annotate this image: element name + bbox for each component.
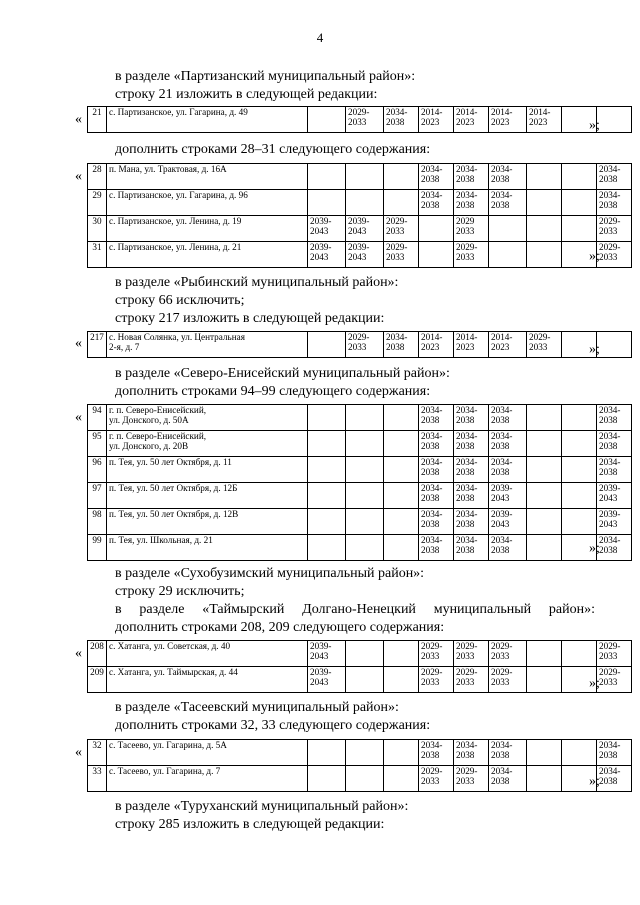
year-range-cell: 2034- 2038 xyxy=(419,535,454,561)
year-range-cell xyxy=(346,667,384,693)
year-range-cell xyxy=(346,509,384,535)
year-range-cell xyxy=(527,483,562,509)
address-cell xyxy=(107,457,308,483)
rybinsky-heading: в разделе «Рыбинский муниципальный район»: xyxy=(115,275,399,290)
year-range-cell xyxy=(384,509,419,535)
year-range-cell xyxy=(527,405,562,431)
year-range-cell xyxy=(308,107,346,133)
partizansky-heading: в разделе «Партизанский муниципальный район»: xyxy=(115,69,416,84)
year-range-cell xyxy=(527,242,562,268)
year-range-cell: 2034- 2038 xyxy=(384,332,419,358)
year-range-cell xyxy=(346,740,384,766)
year-range-cell xyxy=(527,431,562,457)
year-range-cell: 2034- 2038 xyxy=(597,405,632,431)
year-range-cell xyxy=(384,766,419,792)
year-range-cell: 2029- 2033 xyxy=(489,667,527,693)
year-range-cell xyxy=(419,242,454,268)
table-row xyxy=(88,509,632,535)
year-range-cell xyxy=(346,190,384,216)
row-number: 95 xyxy=(88,431,107,457)
year-range-cell: 2014- 2023 xyxy=(489,107,527,133)
row-number: 98 xyxy=(88,509,107,535)
year-range-cell xyxy=(527,190,562,216)
year-range-cell: 2014- 2023 xyxy=(419,332,454,358)
year-range-cell: 2034- 2038 xyxy=(454,164,489,190)
year-range-cell: 2014- 2023 xyxy=(454,332,489,358)
year-range-cell xyxy=(384,641,419,667)
close-quote: »; xyxy=(589,249,600,264)
year-range-cell: 2029- 2033 xyxy=(597,216,632,242)
row-number: 29 xyxy=(88,190,107,216)
year-range-cell: 2034- 2038 xyxy=(489,405,527,431)
year-range-cell: 2014- 2023 xyxy=(454,107,489,133)
year-range-cell xyxy=(308,740,346,766)
year-range-cell xyxy=(346,457,384,483)
row-number: 209 xyxy=(88,667,107,693)
year-range-cell xyxy=(384,740,419,766)
table-row xyxy=(88,164,632,190)
year-range-cell: 2029- 2033 xyxy=(419,667,454,693)
year-range-cell xyxy=(384,190,419,216)
year-range-cell xyxy=(527,766,562,792)
year-range-cell xyxy=(308,190,346,216)
year-range-cell: 2034- 2038 xyxy=(597,431,632,457)
year-range-cell: 2039- 2043 xyxy=(597,509,632,535)
year-range-cell: 2034- 2038 xyxy=(454,483,489,509)
year-range-cell: 2029- 2033 xyxy=(454,242,489,268)
year-range-cell: 2034- 2038 xyxy=(489,457,527,483)
year-range-cell xyxy=(384,405,419,431)
year-range-cell: 2034- 2038 xyxy=(454,457,489,483)
year-range-cell xyxy=(308,457,346,483)
address-line: с. Партизанское, ул. Ленина, д. 19 xyxy=(109,216,242,226)
year-range-cell xyxy=(562,641,597,667)
year-range-cell: 2039- 2043 xyxy=(597,483,632,509)
year-range-cell xyxy=(562,190,597,216)
year-range-cell: 2014- 2023 xyxy=(527,107,562,133)
table-row xyxy=(88,332,632,358)
close-quote: »; xyxy=(589,774,600,789)
year-range-cell xyxy=(489,242,527,268)
year-range-cell xyxy=(562,405,597,431)
address-cell xyxy=(107,766,308,792)
row-number: 28 xyxy=(88,164,107,190)
severo-heading: в разделе «Северо-Енисейский муниципальный район»: xyxy=(115,366,450,381)
row-number: 31 xyxy=(88,242,107,268)
year-range-cell xyxy=(562,509,597,535)
row-number: 99 xyxy=(88,535,107,561)
address-cell xyxy=(107,242,308,268)
year-range-cell xyxy=(384,667,419,693)
year-range-cell xyxy=(308,431,346,457)
year-range-cell: 2034- 2038 xyxy=(384,107,419,133)
table-row xyxy=(88,740,632,766)
partizansky-row21-table xyxy=(87,106,632,133)
table-row xyxy=(88,190,632,216)
address-line: п. Тея, ул. Школьная, д. 21 xyxy=(109,535,213,545)
year-range-cell xyxy=(562,740,597,766)
year-range-cell: 2034- 2038 xyxy=(454,431,489,457)
address-line: с. Хатанга, ул. Таймырская, д. 44 xyxy=(109,667,238,677)
table-row xyxy=(88,107,632,133)
address-line: с. Тасеево, ул. Гагарина, д. 5А xyxy=(109,740,227,750)
year-range-cell: 2039- 2043 xyxy=(308,216,346,242)
year-range-cell xyxy=(527,535,562,561)
year-range-cell: 2034- 2038 xyxy=(489,535,527,561)
year-range-cell xyxy=(346,535,384,561)
year-range-cell: 2034- 2038 xyxy=(597,190,632,216)
year-range-cell: 2029- 2033 xyxy=(527,332,562,358)
year-range-cell: 2029- 2033 xyxy=(346,332,384,358)
year-range-cell xyxy=(384,535,419,561)
address-line: г. п. Северо-Енисейский, xyxy=(109,431,207,441)
address-line: ул. Донского, д. 20В xyxy=(109,441,189,451)
close-quote: »; xyxy=(589,676,600,691)
table-row xyxy=(88,405,632,431)
year-range-cell: 2029- 2033 xyxy=(489,641,527,667)
row-number: 21 xyxy=(88,107,107,133)
open-quote: « xyxy=(75,169,82,184)
year-range-cell: 2034- 2038 xyxy=(489,164,527,190)
severo-rows-table xyxy=(87,404,632,561)
address-line: с. Тасеево, ул. Гагарина, д. 7 xyxy=(109,766,221,776)
year-range-cell xyxy=(346,431,384,457)
row-number: 94 xyxy=(88,405,107,431)
year-range-cell: 2014- 2023 xyxy=(489,332,527,358)
year-range-cell xyxy=(346,641,384,667)
year-range-cell: 2034- 2038 xyxy=(419,509,454,535)
suhobuzimsky-heading: в разделе «Сухобузимский муниципальный район»: xyxy=(115,566,425,581)
year-range-cell xyxy=(527,457,562,483)
suhobuzimsky-line29: строку 29 исключить; xyxy=(115,584,245,599)
year-range-cell: 2014- 2023 xyxy=(419,107,454,133)
table-row xyxy=(88,667,632,693)
partizansky-line21-intro: строку 21 изложить в следующей редакции: xyxy=(115,87,378,102)
year-range-cell xyxy=(346,405,384,431)
address-line: с. Партизанское, ул. Гагарина, д. 96 xyxy=(109,190,248,200)
year-range-cell: 2034- 2038 xyxy=(419,164,454,190)
close-quote: »; xyxy=(589,541,600,556)
year-range-cell: 2034- 2038 xyxy=(419,457,454,483)
year-range-cell: 2034- 2038 xyxy=(419,483,454,509)
taimyr-heading: в разделе «Таймырский Долгано-Ненецкий муниципальный район»: xyxy=(115,602,595,617)
taimyr-rows-table xyxy=(87,640,632,693)
year-range-cell: 2034- 2038 xyxy=(419,740,454,766)
taseevsky-heading: в разделе «Тасеевский муниципальный район»: xyxy=(115,700,399,715)
table-row xyxy=(88,641,632,667)
year-range-cell: 2029- 2033 xyxy=(454,766,489,792)
year-range-cell xyxy=(346,164,384,190)
address-cell xyxy=(107,164,308,190)
year-range-cell xyxy=(562,483,597,509)
table-row xyxy=(88,216,632,242)
close-quote: »; xyxy=(589,342,600,357)
table-row xyxy=(88,535,632,561)
rybinsky-line66: строку 66 исключить; xyxy=(115,293,245,308)
year-range-cell: 2034- 2038 xyxy=(454,740,489,766)
year-range-cell: 2039- 2043 xyxy=(308,667,346,693)
year-range-cell: 2034- 2038 xyxy=(454,405,489,431)
row-number: 32 xyxy=(88,740,107,766)
address-line: п. Мана, ул. Трактовая, д. 16А xyxy=(109,164,227,174)
year-range-cell xyxy=(308,164,346,190)
year-range-cell: 2034- 2038 xyxy=(597,740,632,766)
year-range-cell xyxy=(562,457,597,483)
year-range-cell: 2029- 2033 xyxy=(384,216,419,242)
address-cell xyxy=(107,509,308,535)
address-line: г. п. Северо-Енисейский, xyxy=(109,405,207,415)
taseevsky-add-intro: дополнить строками 32, 33 следующего содержания: xyxy=(115,718,431,733)
year-range-cell: 2039- 2043 xyxy=(308,242,346,268)
year-range-cell: 2039- 2043 xyxy=(489,509,527,535)
address-line: с. Партизанское, ул. Ленина, д. 21 xyxy=(109,242,242,252)
year-range-cell: 2029- 2033 xyxy=(419,641,454,667)
turuhansky-line285-intro: строку 285 изложить в следующей редакции: xyxy=(115,817,385,832)
table-row xyxy=(88,431,632,457)
address-cell xyxy=(107,431,308,457)
open-quote: « xyxy=(75,410,82,425)
year-range-cell xyxy=(489,216,527,242)
address-cell xyxy=(107,483,308,509)
address-cell xyxy=(107,641,308,667)
year-range-cell xyxy=(562,164,597,190)
turuhansky-heading: в разделе «Туруханский муниципальный район»: xyxy=(115,799,409,814)
address-cell xyxy=(107,332,308,358)
year-range-cell xyxy=(419,216,454,242)
year-range-cell xyxy=(308,766,346,792)
page-number: 4 xyxy=(316,30,324,45)
address-cell xyxy=(107,190,308,216)
year-range-cell: 2029 2033 xyxy=(454,216,489,242)
year-range-cell: 2029- 2033 xyxy=(346,107,384,133)
address-line: с. Новая Солянка, ул. Центральная xyxy=(109,332,245,342)
table-row xyxy=(88,242,632,268)
year-range-cell: 2039- 2043 xyxy=(346,242,384,268)
year-range-cell: 2029- 2033 xyxy=(454,641,489,667)
row-number: 33 xyxy=(88,766,107,792)
taseevsky-rows-table xyxy=(87,739,632,792)
open-quote: « xyxy=(75,336,82,351)
year-range-cell xyxy=(346,483,384,509)
partizansky-add-intro: дополнить строками 28–31 следующего содержания: xyxy=(115,142,431,157)
address-cell xyxy=(107,535,308,561)
year-range-cell xyxy=(527,667,562,693)
year-range-cell: 2034- 2038 xyxy=(454,509,489,535)
year-range-cell: 2039- 2043 xyxy=(489,483,527,509)
row-number: 217 xyxy=(88,332,107,358)
address-cell xyxy=(107,107,308,133)
year-range-cell xyxy=(527,641,562,667)
address-line: с. Партизанское, ул. Гагарина, д. 49 xyxy=(109,107,248,117)
year-range-cell xyxy=(597,332,632,358)
address-cell xyxy=(107,740,308,766)
address-line: 2-я, д. 7 xyxy=(109,342,140,352)
address-cell xyxy=(107,405,308,431)
year-range-cell xyxy=(527,740,562,766)
year-range-cell: 2034- 2038 xyxy=(597,457,632,483)
address-cell xyxy=(107,216,308,242)
year-range-cell xyxy=(562,431,597,457)
address-line: п. Тея, ул. 50 лет Октября, д. 12В xyxy=(109,509,239,519)
year-range-cell: 2034- 2038 xyxy=(597,766,632,792)
year-range-cell xyxy=(562,216,597,242)
year-range-cell: 2034- 2038 xyxy=(419,431,454,457)
year-range-cell: 2029- 2033 xyxy=(454,667,489,693)
open-quote: « xyxy=(75,646,82,661)
year-range-cell: 2034- 2038 xyxy=(419,405,454,431)
year-range-cell: 2034- 2038 xyxy=(454,190,489,216)
open-quote: « xyxy=(75,112,82,127)
year-range-cell: 2034- 2038 xyxy=(489,740,527,766)
table-row xyxy=(88,483,632,509)
year-range-cell xyxy=(527,216,562,242)
rybinsky-line217-intro: строку 217 изложить в следующей редакции: xyxy=(115,311,385,326)
year-range-cell: 2034- 2038 xyxy=(454,535,489,561)
year-range-cell xyxy=(308,483,346,509)
year-range-cell: 2029- 2033 xyxy=(384,242,419,268)
row-number: 30 xyxy=(88,216,107,242)
open-quote: « xyxy=(75,745,82,760)
address-line: п. Тея, ул. 50 лет Октября, д. 11 xyxy=(109,457,232,467)
year-range-cell: 2034- 2038 xyxy=(597,535,632,561)
year-range-cell: 2034- 2038 xyxy=(489,190,527,216)
table-row xyxy=(88,766,632,792)
close-quote: »; xyxy=(589,118,600,133)
year-range-cell: 2034- 2038 xyxy=(489,766,527,792)
year-range-cell: 2029- 2033 xyxy=(597,667,632,693)
year-range-cell xyxy=(384,164,419,190)
year-range-cell: 2039- 2043 xyxy=(308,641,346,667)
year-range-cell xyxy=(384,431,419,457)
severo-add-intro: дополнить строками 94–99 следующего содержания: xyxy=(115,384,431,399)
row-number: 96 xyxy=(88,457,107,483)
address-cell xyxy=(107,667,308,693)
year-range-cell xyxy=(384,457,419,483)
year-range-cell xyxy=(597,107,632,133)
year-range-cell: 2039- 2043 xyxy=(346,216,384,242)
year-range-cell xyxy=(308,405,346,431)
address-line: с. Хатанга, ул. Советская, д. 40 xyxy=(109,641,231,651)
address-line: ул. Донского, д. 50А xyxy=(109,415,189,425)
year-range-cell: 2034- 2038 xyxy=(489,431,527,457)
year-range-cell: 2029- 2033 xyxy=(419,766,454,792)
row-number: 208 xyxy=(88,641,107,667)
year-range-cell xyxy=(527,164,562,190)
year-range-cell: 2029- 2033 xyxy=(597,641,632,667)
year-range-cell xyxy=(308,509,346,535)
address-line: п. Тея, ул. 50 лет Октября, д. 12Б xyxy=(109,483,238,493)
rybinsky-row217-table xyxy=(87,331,632,358)
year-range-cell: 2029- 2033 xyxy=(597,242,632,268)
year-range-cell: 2034- 2038 xyxy=(597,164,632,190)
table-row xyxy=(88,457,632,483)
year-range-cell xyxy=(346,766,384,792)
year-range-cell xyxy=(527,509,562,535)
year-range-cell: 2034- 2038 xyxy=(419,190,454,216)
row-number: 97 xyxy=(88,483,107,509)
year-range-cell xyxy=(384,483,419,509)
partizansky-rows-table xyxy=(87,163,632,268)
year-range-cell xyxy=(308,535,346,561)
taimyr-add-intro: дополнить строками 208, 209 следующего содержания: xyxy=(115,620,445,635)
year-range-cell xyxy=(308,332,346,358)
